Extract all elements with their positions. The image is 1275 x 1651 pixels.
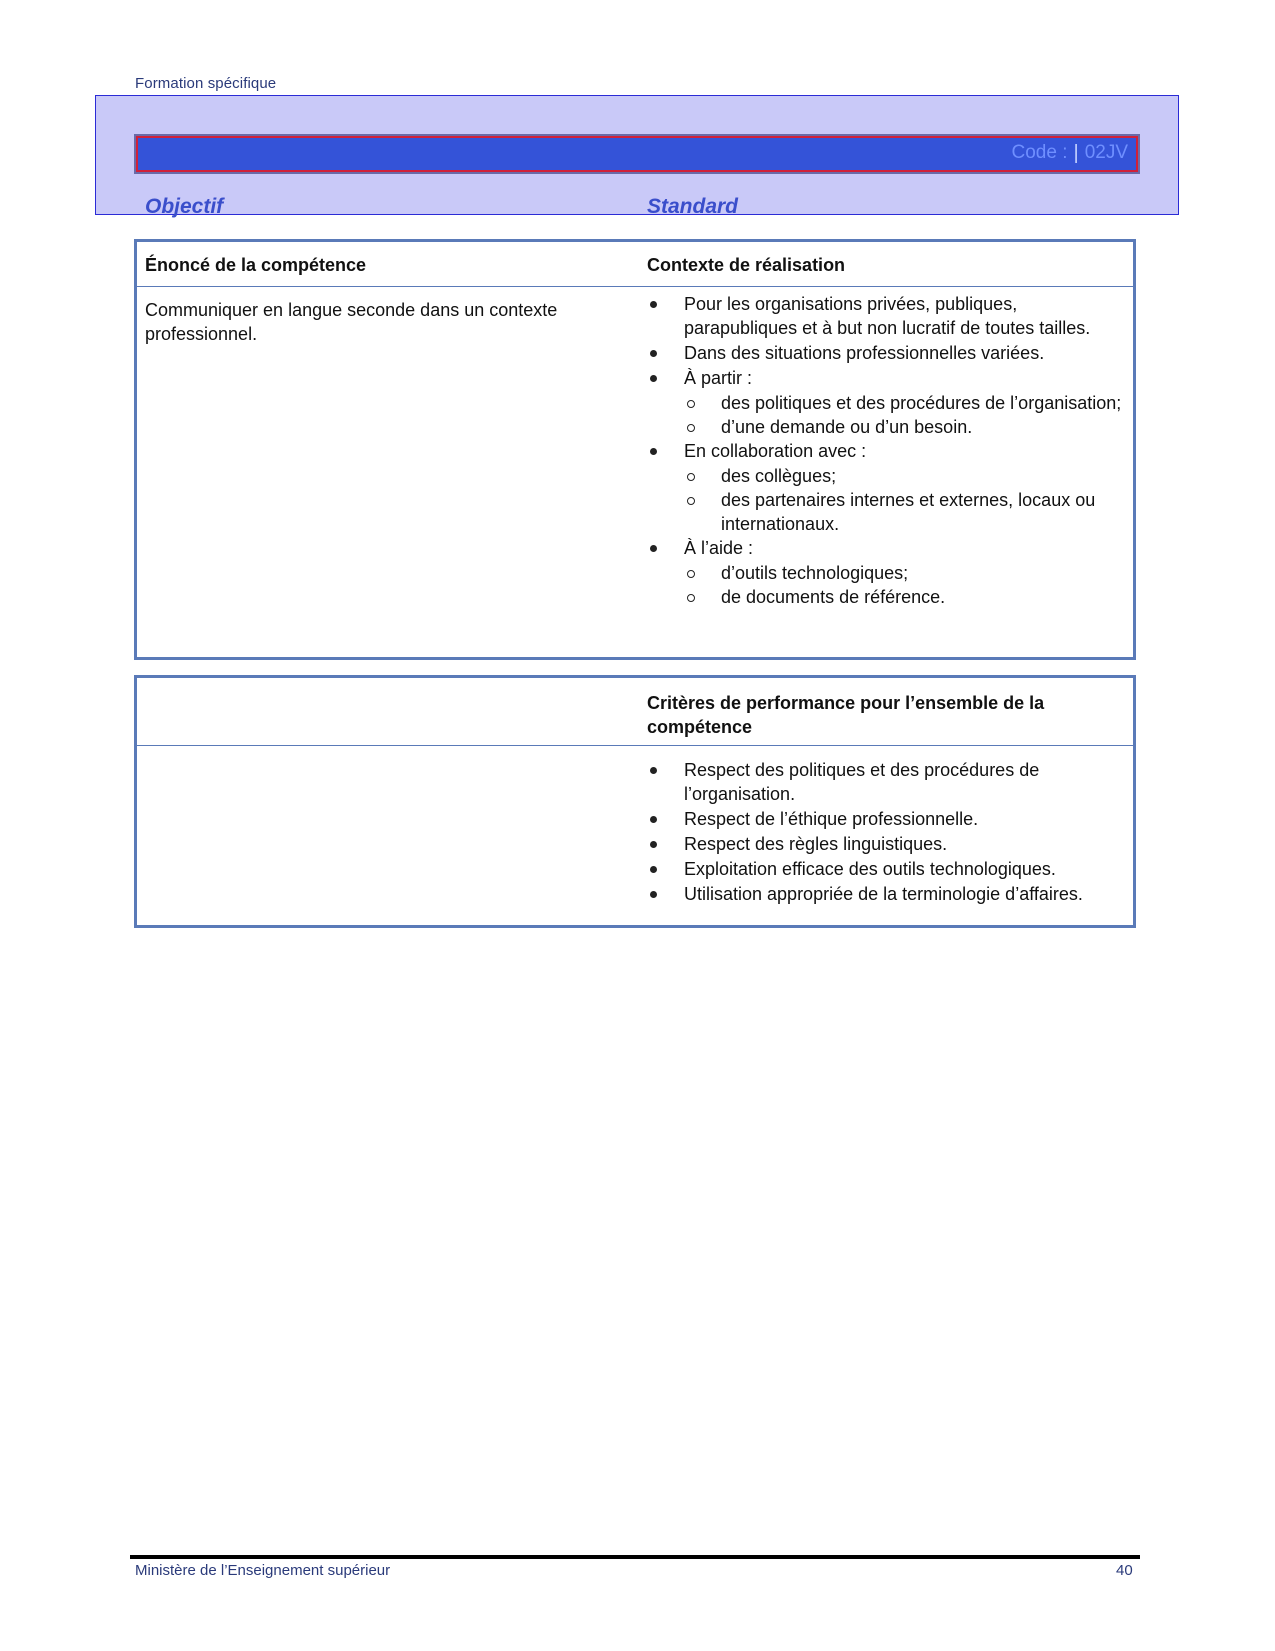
criteria-item-text: Utilisation appropriée de la terminologie d’affaires.: [684, 884, 1083, 904]
criteria-item-text: Respect des règles linguistiques.: [684, 834, 948, 854]
criteria-item-text: Respect des politiques et des procédures de l’organisation.: [684, 760, 1040, 804]
context-subitem-text: des partenaires internes et externes, locaux ou internationaux.: [721, 490, 1096, 534]
footer-ministry: Ministère de l’Enseignement supérieur: [135, 1562, 391, 1579]
circle-bullet-icon: [687, 594, 695, 602]
bullet-icon: [650, 816, 657, 823]
context-subitem: [647, 488, 1127, 536]
context-item: [647, 341, 1127, 365]
context-item: [647, 536, 1127, 560]
circle-bullet-icon: [687, 400, 695, 408]
context-subitem-text: d’une demande ou d’un besoin.: [721, 417, 973, 437]
page-number: 40: [1116, 1562, 1133, 1579]
bullet-icon: [650, 448, 657, 455]
bullet-icon: [650, 301, 657, 308]
criteria-table: [134, 675, 1136, 928]
context-subitem: [647, 391, 1127, 415]
code-label: Code :: [1011, 142, 1068, 163]
circle-bullet-icon: [687, 570, 695, 578]
context-subitem: [647, 561, 1127, 585]
context-list: [647, 292, 1127, 609]
criteria-item-text: Respect de l’éthique professionnelle.: [684, 809, 979, 829]
bullet-icon: [650, 866, 657, 873]
context-subitem: [647, 415, 1127, 439]
context-subitem-text: des collègues;: [721, 466, 837, 486]
circle-bullet-icon: [687, 424, 695, 432]
bullet-icon: [650, 767, 657, 774]
context-header: Contexte de réalisation: [647, 255, 846, 275]
criteria-item: [647, 807, 1127, 831]
circle-bullet-icon: [687, 473, 695, 481]
code-bar: [134, 134, 1140, 174]
criteria-item: [647, 758, 1127, 806]
criteria-item: [647, 882, 1127, 906]
bullet-icon: [650, 891, 657, 898]
standard-heading: Standard: [647, 195, 739, 218]
criteria-item: [647, 832, 1127, 856]
competence-statement: Communiquer en langue seconde dans un contexte professionnel.: [145, 300, 558, 344]
bullet-icon: [650, 350, 657, 357]
context-subitem-text: de documents de référence.: [721, 587, 946, 607]
circle-bullet-icon: [687, 497, 695, 505]
context-item-text: À partir :: [684, 368, 753, 388]
bullet-icon: [650, 375, 657, 382]
code-box: [1012, 142, 1129, 164]
footer-divider: [130, 1555, 1140, 1559]
context-subitem: [647, 585, 1127, 609]
competence-table-header: [137, 242, 1133, 287]
statement-header: Énoncé de la compétence: [145, 255, 367, 275]
context-item-text: Pour les organisations privées, publiques, parapubliques et à but non lucratif de toutes tailles.: [684, 294, 1091, 338]
criteria-list: [647, 758, 1127, 907]
code-value: 02JV: [1084, 142, 1128, 163]
objective-heading: Objectif: [145, 195, 224, 218]
criteria-item: [647, 857, 1127, 881]
code-separator: |: [1073, 141, 1079, 164]
context-item-text: En collaboration avec :: [684, 441, 867, 461]
context-subitem: [647, 464, 1127, 488]
bullet-icon: [650, 841, 657, 848]
context-item-text: Dans des situations professionnelles variées.: [684, 343, 1045, 363]
criteria-table-header: [137, 678, 1133, 746]
objective-standard-row: [145, 195, 760, 219]
context-subitem-text: des politiques et des procédures de l’organisation;: [721, 393, 1122, 413]
bullet-icon: [650, 545, 657, 552]
competence-table: [134, 239, 1136, 660]
context-item: [647, 439, 1127, 463]
context-item: [647, 366, 1127, 390]
context-subitem-text: d’outils technologiques;: [721, 563, 909, 583]
criteria-item-text: Exploitation efficace des outils technologiques.: [684, 859, 1056, 879]
context-item-text: À l’aide :: [684, 538, 754, 558]
running-header: Formation spécifique: [135, 75, 277, 92]
context-item: [647, 292, 1127, 340]
criteria-header: Critères de performance pour l’ensemble de la compétence: [647, 693, 1045, 737]
